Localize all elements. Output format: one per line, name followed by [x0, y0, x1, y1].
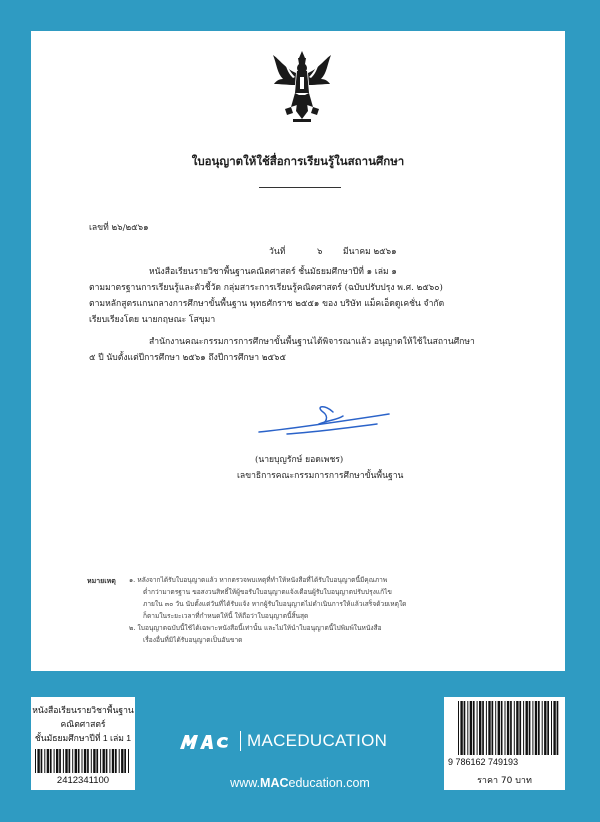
signer-name: (นายบุญรักษ์ ยอดเพชร) [255, 455, 344, 465]
title-underline [259, 187, 341, 188]
book-label-line: ชั้นมัธยมศึกษาปีที่ 1 เล่ม 1 [34, 733, 132, 743]
license-number: เลขที่ ๒๖/๒๕๖๑ [89, 223, 149, 233]
body-line: ตามหลักสูตรแกนกลางการศึกษาขั้นพื้นฐาน พุทธศักราช ๒๕๕๑ ของ บริษัท แม็คเอ็ดดูเคชั่น จำกัด [89, 299, 445, 309]
signature-icon [257, 402, 391, 440]
date-month-year: มีนาคม ๒๕๖๑ [343, 247, 397, 257]
license-document [31, 31, 565, 671]
note-line: ก็ตามในระยะเวลาที่กำหนดให้นี้ ให้ถือว่าใบอนุญาตนี้สิ้นสุด [143, 612, 309, 620]
body-line: หนังสือเรียนรายวิชาพื้นฐานคณิตศาสตร์ ชั้นมัธยมศึกษาปีที่ ๑ เล่ม ๑ [149, 267, 397, 277]
isbn-label [444, 697, 565, 790]
brand-name: MACEDUCATION [247, 731, 388, 750]
barcode-number: 2412341100 [56, 775, 110, 786]
brand-separator [240, 731, 241, 751]
note-label: หมายเหตุ [87, 576, 116, 585]
date-day: ๖ [317, 247, 323, 257]
document-title: ใบอนุญาตให้ใช้สื่อการเรียนรู้ในสถานศึกษา [191, 154, 405, 168]
date-label: วันที่ [269, 247, 286, 257]
book-label-line: คณิตศาสตร์ [60, 719, 106, 729]
approval-line: สำนักงานคณะกรรมการการศึกษาขั้นพื้นฐานได้พิจารณาแล้ว อนุญาตให้ใช้ในสถานศึกษา [149, 337, 475, 347]
mac-logo-icon [180, 735, 236, 749]
isbn-number: 9 786162 749193 [448, 757, 519, 767]
body-line: เรียบเรียงโดย นายกฤษณะ โสขุมา [89, 315, 216, 325]
note-line: ต่ำกว่ามาตรฐาน ขอสงวนสิทธิ์ให้ผู้ขอรับใบอนุญาตแจ้งเตือนผู้รับใบอนุญาตปรับปรุงแก้ไข [143, 588, 392, 596]
barcode-icon [35, 749, 131, 773]
brand-url[interactable]: www.MACeducation.com [230, 776, 370, 790]
book-label-line: หนังสือเรียนรายวิชาพื้นฐาน [32, 705, 134, 715]
approval-line: ๕ ปี นับตั้งแต่ปีการศึกษา ๒๕๖๑ ถึงปีการศึกษา ๒๕๖๕ [89, 353, 286, 363]
garuda-emblem-icon [271, 49, 333, 123]
price: ราคา 70 บาท [477, 776, 532, 786]
signer-title: เลขาธิการคณะกรรมการการศึกษาขั้นพื้นฐาน [237, 471, 404, 481]
note-line: ๒. ใบอนุญาตฉบับนี้ใช้ได้เฉพาะหนังสือนี้เท่านั้น และไม่ให้นำใบอนุญาตนี้ไปพิมพ์ในหนังสือ [129, 624, 382, 632]
isbn-barcode-icon [458, 701, 560, 755]
note-line: ภายใน ๓๐ วัน นับตั้งแต่วันที่ได้รับแจ้ง หากผู้รับใบอนุญาตไม่ดำเนินการให้แล้วเสร็จด้วยเหตุใด [143, 600, 407, 608]
body-line: ตามมาตรฐานการเรียนรู้และตัวชี้วัด กลุ่มสาระการเรียนรู้คณิตศาสตร์ (ฉบับปรับปรุง พ.ศ. ๒๕๖๐) [89, 283, 443, 293]
note-line: เรื่องอื่นที่มิได้รับอนุญาตเป็นอันขาด [143, 636, 243, 644]
note-line: ๑. หลังจากได้รับใบอนุญาตแล้ว หากตรวจพบเหตุที่ทำให้หนังสือที่ได้รับใบอนุญาตนี้มีคุณภาพ [129, 576, 388, 584]
